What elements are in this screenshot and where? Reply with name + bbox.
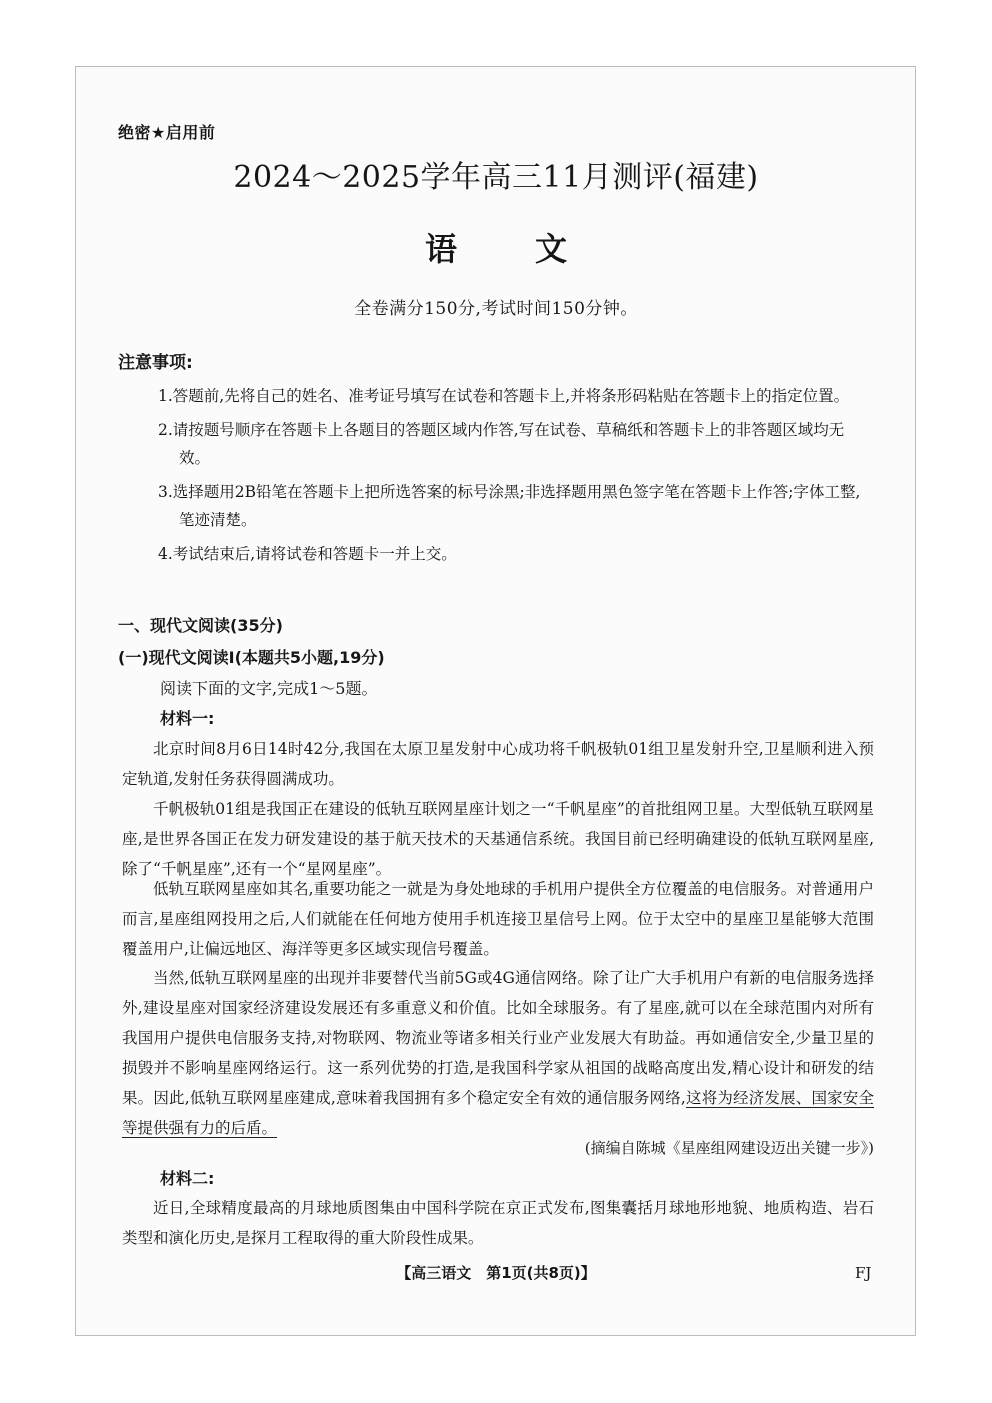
passage-paragraph: 千帆极轨01组是我国正在建设的低轨互联网星座计划之一“千帆星座”的首批组网卫星。大型低轨互联网星座,是世界各国正在发力研发建设的基于航天技术的天基通信系统。我国目前已经明确建设的低轨互联网星座,除了“千帆星座”,还有一个“星网星座”。	[122, 800, 874, 878]
notice-item: 3.选择题用2B铅笔在答题卡上把所选答案的标号涂黑;非选择题用黑色签字笔在答题卡上作答;字体工整,笔迹清楚。	[158, 482, 861, 529]
source-citation: (摘编自陈城《星座组网建设迈出关键一步》)	[584, 1139, 874, 1157]
passage-paragraph	[122, 963, 874, 1143]
notice-item: 2.请按题号顺序在答题卡上各题目的答题区域内作答,写在试卷、草稿纸和答题卡上的非答题区域均无效。	[158, 420, 845, 467]
reading-instruction: 阅读下面的文字,完成1～5题。	[160, 679, 378, 698]
subsection-heading: (一)现代文阅读Ⅰ(本题共5小题,19分)	[118, 648, 385, 667]
passage-text: 当然,低轨互联网星座的出现并非要替代当前5G或4G通信网络。除了让广大手机用户有新的电信服务选择外,建设星座对国家经济建设发展还有多重意义和价值。比如全球服务。有了星座,就可以在全球范围内对所有我国用户提供电信服务支持,对物联网、物流业等诸多相关行业产业发展大有助益。再如通信安全,少量卫星的损毁并不影响星座网络运行。这一系列优势的打造,是我国科学家从祖国的战略高度出发,精心设计和研发的结果。因此,低轨互联网星座建成,意味着我国拥有多个稳定安全有效的通信服务网络,	[122, 969, 874, 1107]
notice-heading: 注意事项:	[118, 353, 193, 373]
underlined-sentence: 这将为经济发展、国家安全等提供强有力的后盾。	[122, 1089, 874, 1137]
material-two-label: 材料二:	[160, 1169, 215, 1188]
page-footer: 【高三语文 第1页(共8页)】	[396, 1264, 596, 1282]
passage-paragraph: 北京时间8月6日14时42分,我国在太原卫星发射中心成功将千帆极轨01组卫星发射升空,卫星顺利进入预定轨道,发射任务获得圆满成功。	[122, 740, 874, 788]
confidential-mark: 绝密★启用前	[118, 123, 216, 142]
section-heading: 一、现代文阅读(35分)	[118, 616, 283, 635]
score-and-time: 全卷满分150分,考试时间150分钟。	[354, 299, 638, 319]
passage-paragraph: 低轨互联网星座如其名,重要功能之一就是为身处地球的手机用户提供全方位覆盖的电信服务。对普通用户而言,星座组网投用之后,人们就能在任何地方使用手机连接卫星信号上网。位于太空中的星座卫星能够大范围覆盖用户,让偏远地区、海洋等更多区域实现信号覆盖。	[122, 880, 874, 958]
region-code: FJ	[855, 1264, 872, 1282]
subject-title: 语文	[424, 230, 645, 268]
passage-paragraph: 近日,全球精度最高的月球地质图集由中国科学院在京正式发布,图集囊括月球地形地貌、地质构造、岩石类型和演化历史,是探月工程取得的重大阶段性成果。	[122, 1199, 874, 1247]
notice-item: 4.考试结束后,请将试卷和答题卡一并上交。	[158, 544, 457, 563]
notice-list	[158, 382, 873, 573]
material-one-label: 材料一:	[160, 709, 215, 728]
exam-title: 2024～2025学年高三11月测评(福建)	[233, 160, 759, 195]
notice-item: 1.答题前,先将自己的姓名、准考证号填写在试卷和答题卡上,并将条形码粘贴在答题卡上的指定位置。	[158, 387, 850, 405]
